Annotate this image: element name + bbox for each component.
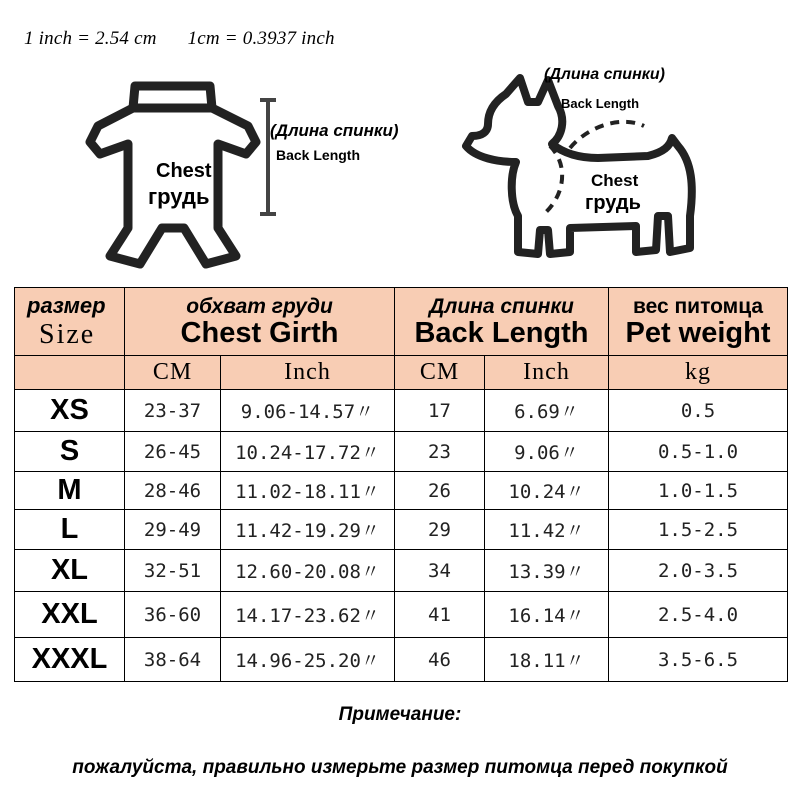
table-header-row bbox=[15, 288, 788, 356]
header-weight-en: Pet weight bbox=[625, 316, 771, 349]
size-label: XXL bbox=[15, 592, 125, 638]
back-inch-cell: 6.69〃 bbox=[485, 390, 609, 432]
header-back-ru: Длина спинки bbox=[429, 294, 574, 318]
header-chest-en: Chest Girth bbox=[180, 316, 339, 349]
table-row bbox=[15, 638, 788, 682]
size-label: M bbox=[15, 472, 125, 510]
chest-cm-cell: 32-51 bbox=[125, 550, 221, 592]
chest-inch-cell: 10.24-17.72〃 bbox=[221, 432, 395, 472]
chest-inch-cell: 9.06-14.57〃 bbox=[221, 390, 395, 432]
unit-chest-inch: Inch bbox=[221, 356, 395, 390]
back-inch-cell: 13.39〃 bbox=[485, 550, 609, 592]
chest-cm-cell: 29-49 bbox=[125, 510, 221, 550]
dog-chest-en: Chest bbox=[591, 171, 639, 190]
back-inch-cell: 11.42〃 bbox=[485, 510, 609, 550]
back-cm-cell: 34 bbox=[395, 550, 485, 592]
unit-chest-cm: CM bbox=[125, 356, 221, 390]
back-inch-cell: 10.24〃 bbox=[485, 472, 609, 510]
unit-empty bbox=[15, 356, 125, 390]
table-unit-row bbox=[15, 356, 788, 390]
dog-chest-ru: грудь bbox=[585, 192, 641, 214]
weight-cell: 0.5 bbox=[609, 390, 788, 432]
chest-inch-cell: 12.60-20.08〃 bbox=[221, 550, 395, 592]
note-title: Примечание: bbox=[338, 704, 462, 725]
size-label: XXXL bbox=[15, 638, 125, 682]
note-text: пожалуйста, правильно измерьте размер питомца перед покупкой bbox=[72, 757, 728, 778]
back-cm-cell: 17 bbox=[395, 390, 485, 432]
size-label: L bbox=[15, 510, 125, 550]
table-row bbox=[15, 592, 788, 638]
weight-cell: 1.5-2.5 bbox=[609, 510, 788, 550]
chest-cm-cell: 28-46 bbox=[125, 472, 221, 510]
table-body bbox=[15, 390, 788, 682]
back-cm-cell: 41 bbox=[395, 592, 485, 638]
chest-inch-cell: 11.42-19.29〃 bbox=[221, 510, 395, 550]
chest-cm-cell: 36-60 bbox=[125, 592, 221, 638]
table-row bbox=[15, 510, 788, 550]
back-cm-cell: 23 bbox=[395, 432, 485, 472]
conversion-note bbox=[24, 28, 335, 50]
weight-cell: 1.0-1.5 bbox=[609, 472, 788, 510]
chest-inch-cell: 11.02-18.11〃 bbox=[221, 472, 395, 510]
header-weight bbox=[609, 288, 788, 356]
header-chest-ru: обхват груди bbox=[186, 294, 333, 318]
unit-back-inch: Inch bbox=[485, 356, 609, 390]
size-chart-table bbox=[14, 287, 788, 682]
weight-cell: 3.5-6.5 bbox=[609, 638, 788, 682]
table-row bbox=[15, 472, 788, 510]
weight-cell: 2.5-4.0 bbox=[609, 592, 788, 638]
garment-chest-ru: грудь bbox=[148, 184, 210, 209]
back-cm-cell: 29 bbox=[395, 510, 485, 550]
back-inch-cell: 16.14〃 bbox=[485, 592, 609, 638]
garment-back-length-en: Back Length bbox=[276, 147, 361, 163]
chest-inch-cell: 14.96-25.20〃 bbox=[221, 638, 395, 682]
header-weight-ru: вес питомца bbox=[632, 294, 764, 318]
chest-cm-cell: 23-37 bbox=[125, 390, 221, 432]
dog-back-length-en: Back Length bbox=[561, 96, 640, 111]
header-back bbox=[395, 288, 609, 356]
table-row bbox=[15, 390, 788, 432]
header-size bbox=[15, 288, 125, 356]
unit-weight-kg: kg bbox=[609, 356, 788, 390]
table-row bbox=[15, 550, 788, 592]
garment-chest-en: Chest bbox=[156, 160, 212, 182]
unit-back-cm: CM bbox=[395, 356, 485, 390]
weight-cell: 0.5-1.0 bbox=[609, 432, 788, 472]
header-size-ru: размер bbox=[27, 292, 106, 318]
size-label: S bbox=[15, 432, 125, 472]
size-label: XS bbox=[15, 390, 125, 432]
dog-back-length-ru: (Длина спинки) bbox=[544, 66, 665, 83]
cm-to-inch: 1cm = 0.3937 inch bbox=[187, 28, 335, 49]
chest-cm-cell: 38-64 bbox=[125, 638, 221, 682]
size-label: XL bbox=[15, 550, 125, 592]
weight-cell: 2.0-3.5 bbox=[609, 550, 788, 592]
back-cm-cell: 46 bbox=[395, 638, 485, 682]
header-chest bbox=[125, 288, 395, 356]
chest-cm-cell: 26-45 bbox=[125, 432, 221, 472]
table-row bbox=[15, 432, 788, 472]
garment-back-length-ru: (Длина спинки) bbox=[270, 121, 399, 140]
chest-inch-cell: 14.17-23.62〃 bbox=[221, 592, 395, 638]
header-size-en: Size bbox=[39, 318, 96, 350]
header-back-en: Back Length bbox=[414, 316, 589, 349]
back-inch-cell: 9.06〃 bbox=[485, 432, 609, 472]
back-inch-cell: 18.11〃 bbox=[485, 638, 609, 682]
back-cm-cell: 26 bbox=[395, 472, 485, 510]
inch-to-cm: 1 inch = 2.54 cm bbox=[24, 28, 157, 49]
